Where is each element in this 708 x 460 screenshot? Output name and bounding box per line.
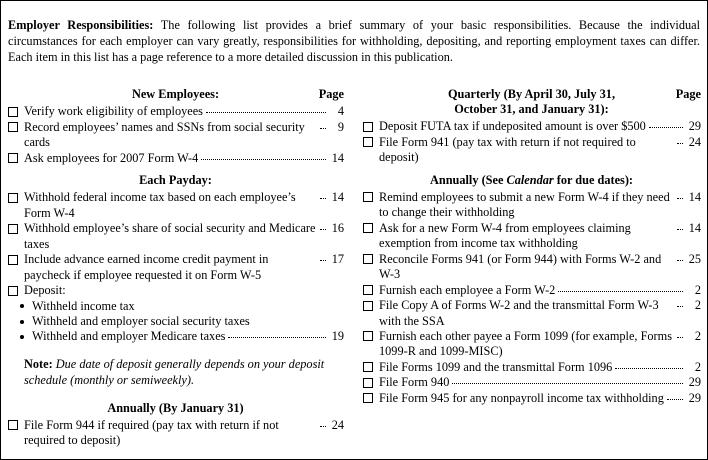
item-text: Withheld income tax [32, 298, 135, 313]
item-page: 29 [688, 375, 701, 390]
list-item [7, 190, 344, 221]
item-page: 14 [688, 220, 701, 235]
two-column-body [1, 80, 707, 448]
list-item [7, 151, 344, 166]
checkbox-icon[interactable] [8, 107, 18, 117]
item-text: Withheld and employer social security taxes [32, 313, 250, 328]
list-item [7, 221, 344, 252]
checkbox-icon[interactable] [8, 286, 18, 296]
bullet-icon [20, 304, 24, 308]
item-page: 24 [331, 417, 344, 432]
list-item [7, 252, 344, 283]
dot-leader [206, 103, 326, 113]
list-item [362, 135, 701, 166]
list-item [20, 299, 344, 314]
item-text: File Copy A of Forms W-2 and the transmittal Form W-3 with the SSA [379, 298, 659, 328]
item-text: Furnish each other payee a Form 1099 (for example, Forms 1099-R and 1099-MISC) [379, 328, 672, 359]
list-item [7, 283, 344, 298]
item-page: 29 [688, 119, 701, 134]
checkbox-icon[interactable] [8, 420, 18, 430]
item-text: File Form 941 (pay tax with return if not required to deposit) [379, 134, 636, 165]
checkbox-icon[interactable] [363, 223, 373, 233]
item-page: 19 [331, 329, 344, 344]
quarterly-list [362, 119, 701, 165]
item-page: 29 [688, 390, 701, 405]
item-text: Withheld and employer Medicare taxes [32, 329, 226, 344]
item-page: 9 [337, 119, 344, 134]
deposit-bullet-list [7, 299, 344, 345]
checkbox-icon[interactable] [8, 224, 18, 234]
item-page: 4 [337, 104, 344, 119]
dot-leader [558, 281, 683, 291]
page-column-label-right: Page [675, 87, 701, 102]
checkbox-icon[interactable] [363, 137, 373, 147]
item-text: Ask employees for 2007 Form W-4 [24, 150, 199, 165]
checkbox-icon[interactable] [363, 301, 373, 311]
item-page: 25 [688, 251, 701, 266]
dot-leader [320, 416, 326, 426]
list-item [362, 298, 701, 329]
quarterly-title-line2: October 31, and January 31): [454, 102, 609, 117]
dot-leader [649, 118, 683, 128]
item-page: 2 [694, 282, 701, 297]
checkbox-icon[interactable] [8, 122, 18, 132]
dot-leader [677, 250, 683, 260]
section-heading-annually-january [7, 401, 344, 416]
item-text: File Forms 1099 and the transmittal Form 1096 [379, 359, 613, 374]
list-item [362, 190, 701, 221]
page-column-label-left: Page [318, 87, 344, 102]
dot-leader [320, 118, 326, 128]
section-heading-quarterly [362, 87, 701, 117]
dot-leader [677, 219, 683, 229]
dot-leader [320, 251, 326, 261]
annually-calendar-title-pre: Annually (See [429, 172, 507, 187]
checkbox-icon[interactable] [363, 192, 373, 202]
annually-calendar-title-post: for due dates): [553, 172, 634, 187]
item-page: 14 [331, 190, 344, 205]
new-employees-title: New Employees: [131, 87, 220, 102]
item-page: 2 [694, 298, 701, 313]
list-item [362, 329, 701, 360]
item-text: Verify work eligibility of employees [24, 104, 203, 119]
dot-leader [677, 133, 683, 143]
list-item [7, 104, 344, 119]
each-payday-list [7, 190, 344, 298]
list-item [7, 418, 344, 449]
dot-leader [677, 328, 683, 338]
item-page: 14 [688, 189, 701, 204]
item-text: Reconcile Forms 941 (or Form 944) with Forms W-2 and W-3 [379, 251, 662, 282]
item-page: 2 [694, 328, 701, 343]
annually-january-title: Annually (By January 31) [107, 400, 244, 415]
dot-leader [452, 374, 683, 384]
dot-leader [228, 328, 326, 338]
note-text: Due date of deposit generally depends on your deposit schedule (monthly or semiweekly). [24, 357, 325, 387]
checkbox-icon[interactable] [363, 254, 373, 264]
item-text: Deposit FUTA tax if undeposited amount is over $500 [379, 119, 646, 134]
list-item [362, 221, 701, 252]
checkbox-icon[interactable] [8, 255, 18, 265]
item-text: Deposit: [24, 283, 66, 298]
checkbox-icon[interactable] [363, 362, 373, 372]
each-payday-title: Each Payday: [139, 173, 212, 188]
bullet-icon [20, 335, 24, 339]
quarterly-title-line1: Quarterly (By April 30, July 31, [447, 87, 616, 102]
dot-leader [320, 189, 326, 199]
dot-leader [677, 297, 683, 307]
item-text: File Form 940 [379, 375, 450, 390]
section-heading-new-employees [7, 87, 344, 102]
new-employees-list [7, 104, 344, 166]
checkbox-icon[interactable] [363, 285, 373, 295]
list-item [362, 119, 701, 134]
dot-leader [615, 359, 683, 369]
item-text: Withhold federal income tax based on each employee’s Form W-4 [24, 190, 296, 220]
item-text: Furnish each employee a Form W-2 [379, 282, 556, 297]
dot-leader [201, 149, 326, 159]
item-text: Remind employees to submit a new Form W-4 if they need to change their withholding [379, 189, 670, 220]
list-item [20, 314, 344, 329]
list-item [362, 252, 701, 283]
annually-calendar-list [362, 190, 701, 407]
annually-january-list [7, 418, 344, 449]
list-item [362, 283, 701, 298]
item-page: 14 [331, 150, 344, 165]
list-item [362, 391, 701, 406]
item-page: 2 [694, 359, 701, 374]
right-column [354, 80, 701, 448]
dot-leader [677, 188, 683, 198]
checkbox-icon[interactable] [8, 193, 18, 203]
bullet-icon [20, 320, 24, 324]
note-label: Note: [24, 357, 53, 372]
section-heading-each-payday [7, 173, 344, 188]
item-page: 17 [331, 252, 344, 267]
list-item [7, 120, 344, 151]
checkbox-icon[interactable] [363, 122, 373, 132]
item-text: Ask for a new Form W-4 from employees claiming exemption from income tax withholding [379, 220, 631, 251]
checkbox-icon[interactable] [8, 153, 18, 163]
item-page: 24 [688, 134, 701, 149]
item-text: Withhold employee’s share of social security and Medicare taxes [24, 221, 316, 251]
item-text: File Form 945 for any nonpayroll income tax withholding [379, 390, 664, 405]
deposit-note [7, 357, 344, 388]
intro-paragraph [1, 13, 707, 68]
annually-calendar-title-emphasis: Calendar [506, 172, 554, 187]
checkbox-icon[interactable] [363, 393, 373, 403]
list-item [362, 375, 701, 390]
intro-lead-in: Employer Responsibilities: [8, 18, 154, 33]
section-heading-annually-calendar [362, 173, 701, 188]
intro-body: The following list provides a brief summary of your basic responsibilities. Because the individual circumstances for each employer can vary greatly, responsibilities for withholding, depositing, and reporting employment taxes can differ. Each item in this list has a page reference to a more detailed discussion in this publication. [8, 18, 701, 65]
list-item [20, 329, 344, 344]
item-text: File Form 944 if required (pay tax with return if not required to deposit) [24, 417, 279, 447]
dot-leader [667, 390, 683, 400]
list-item [362, 360, 701, 375]
checkbox-icon[interactable] [363, 378, 373, 388]
item-page: 16 [331, 221, 344, 236]
item-text: Record employees’ names and SSNs from social security cards [24, 119, 305, 150]
checkbox-icon[interactable] [363, 331, 373, 341]
dot-leader [320, 220, 326, 230]
item-text: Include advance earned income credit payment in paycheck if employee requested it on Form W-5 [24, 252, 269, 282]
left-column [7, 80, 354, 448]
